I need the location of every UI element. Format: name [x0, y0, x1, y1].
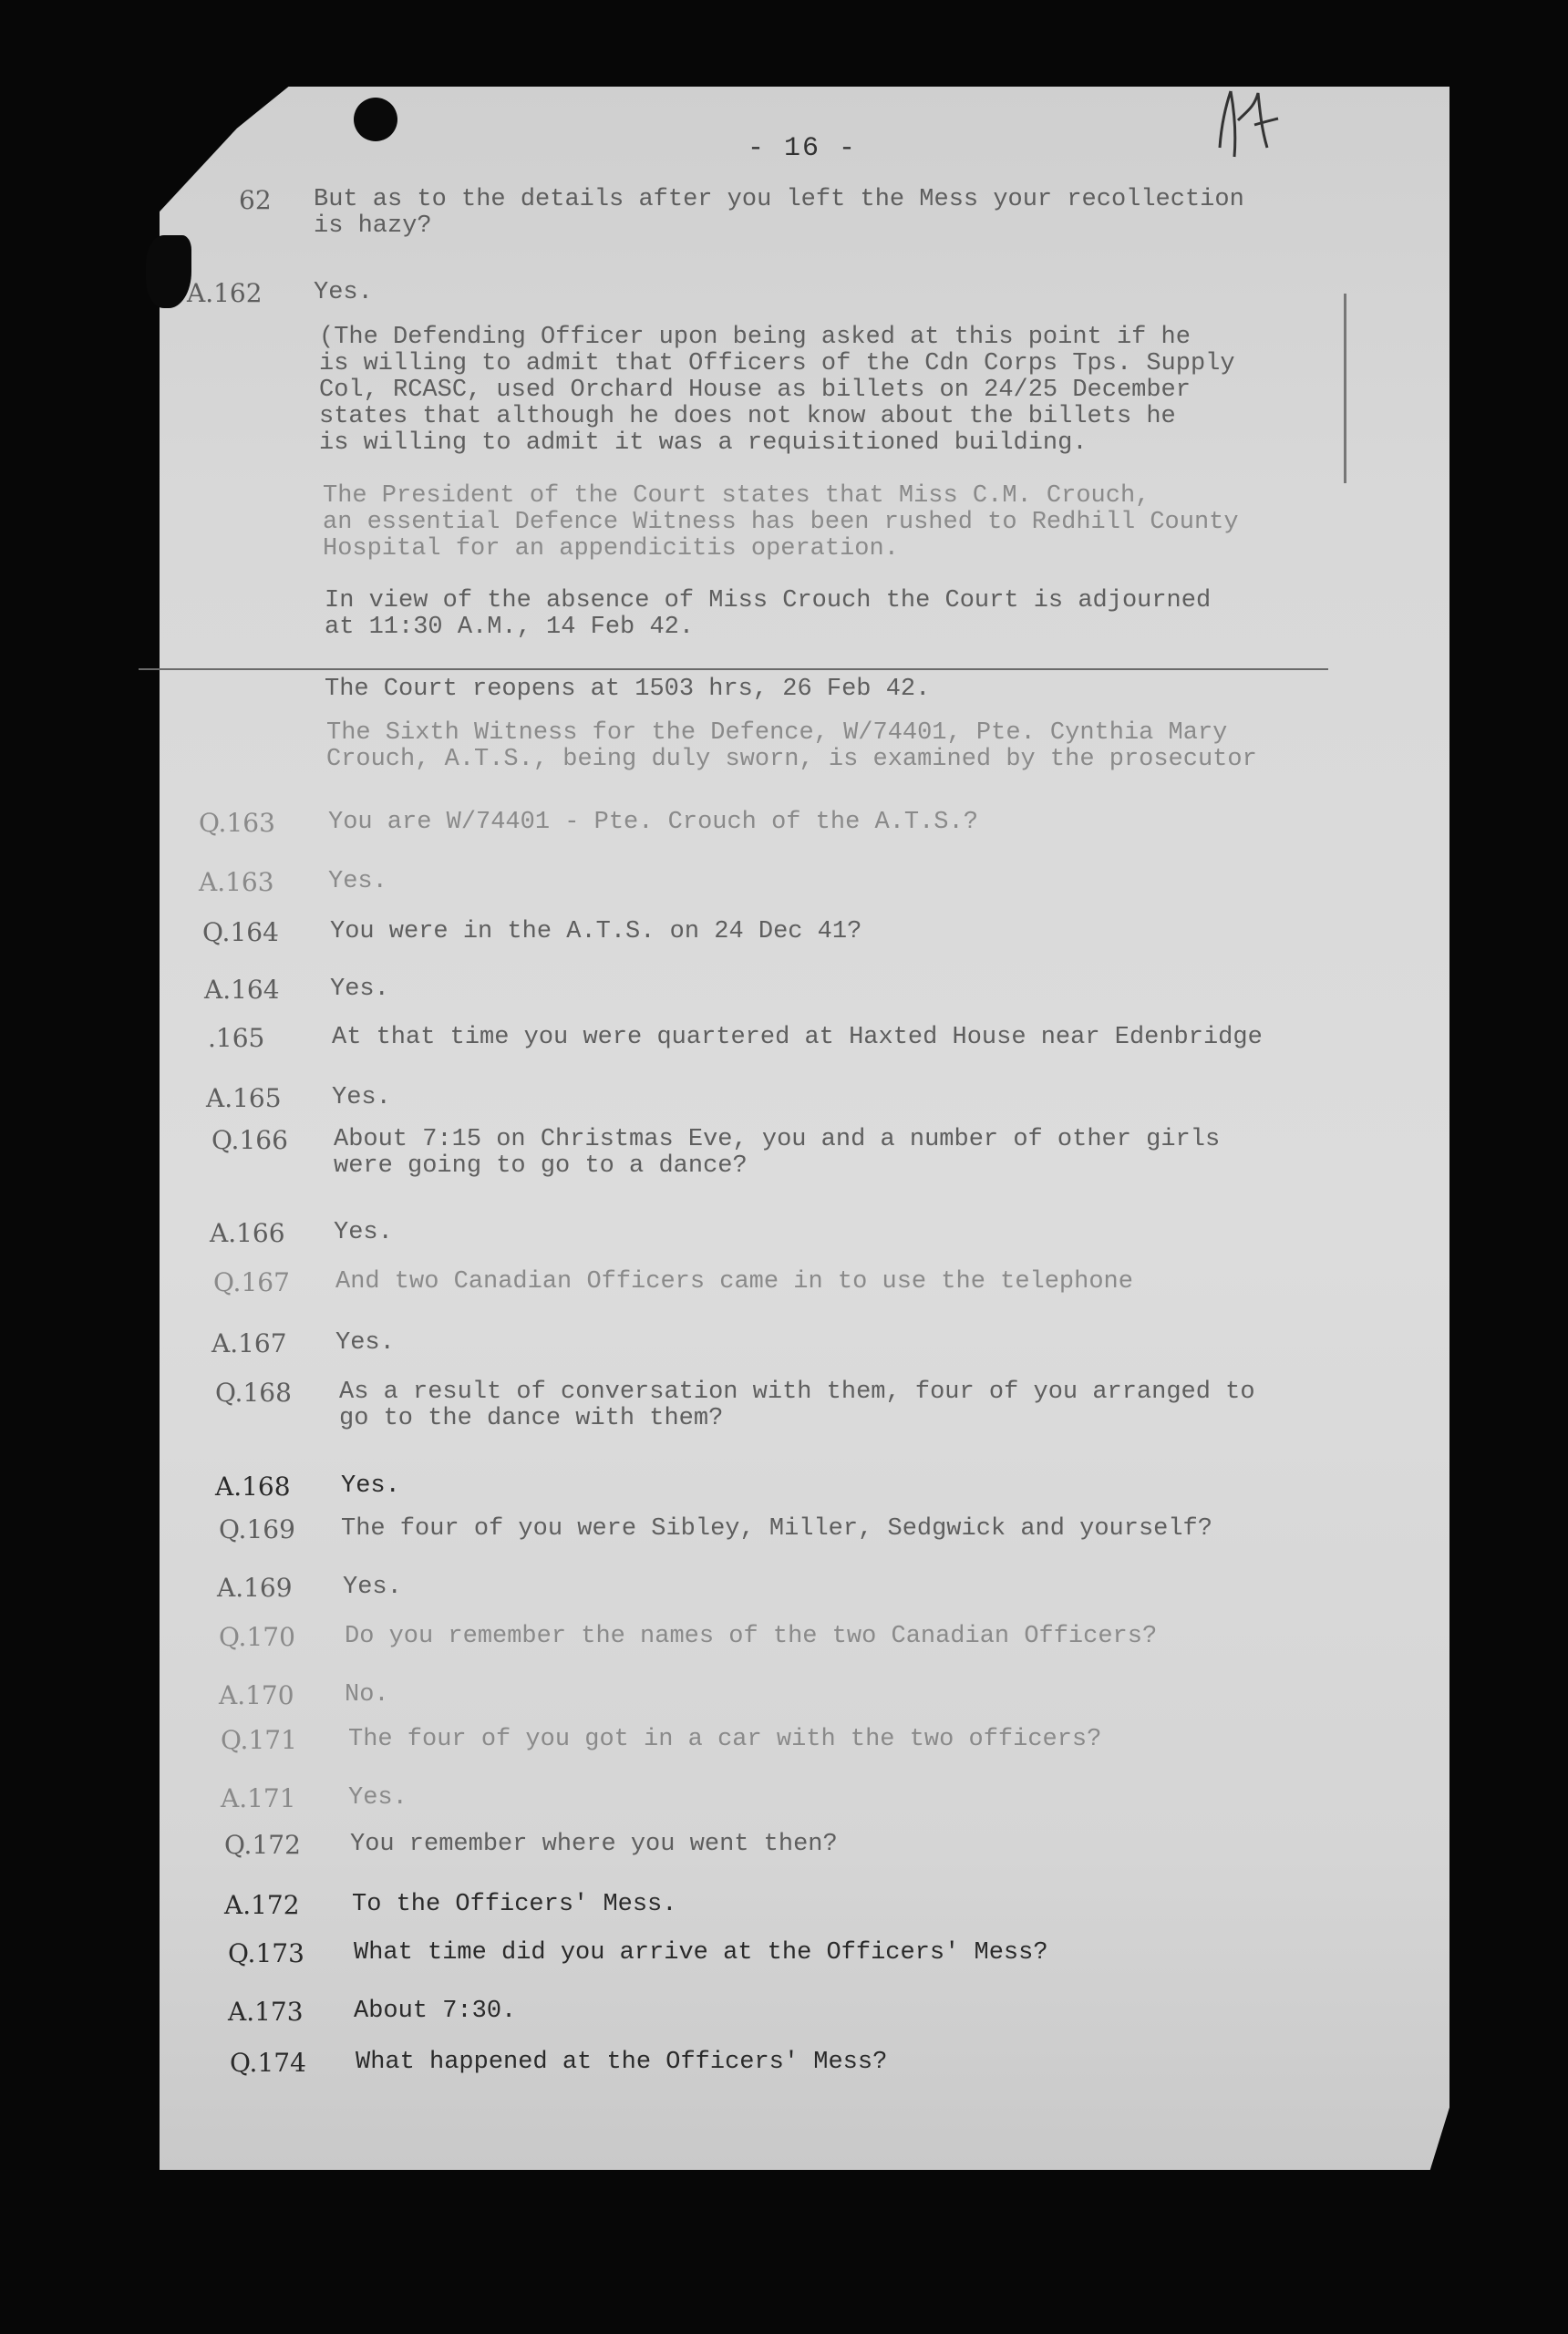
page-number: - 16 - — [748, 133, 858, 164]
entry-text-line: No. — [345, 1681, 389, 1709]
entry-label: A.173 — [228, 1997, 304, 2027]
entry-label: Q.169 — [219, 1514, 295, 1544]
entry-text-line: is willing to admit it was a requisitioned building. — [319, 429, 1088, 457]
entry-text-line: Yes. — [314, 279, 373, 306]
entry-text-line: About 7:30. — [354, 1998, 517, 2025]
entry-text-line: The four of you got in a car with the two officers? — [348, 1726, 1102, 1753]
entry-text-line: What happened at the Officers' Mess? — [356, 2049, 888, 2076]
entry-label: A.163 — [199, 867, 274, 897]
entry-label: A.171 — [221, 1783, 296, 1813]
entry-text-line: At that time you were quartered at Haxted House near Edenbridge — [332, 1024, 1263, 1051]
entry-text-line: The four of you were Sibley, Miller, Sedgwick and yourself? — [341, 1515, 1212, 1543]
entry-text-line: What time did you arrive at the Officers' Mess? — [354, 1939, 1048, 1967]
entry-text-line: is hazy? — [314, 212, 432, 240]
entry-label: Q.171 — [221, 1725, 297, 1755]
entry-label: A.165 — [206, 1083, 282, 1113]
entry-text-line: The Court reopens at 1503 hrs, 26 Feb 42. — [325, 676, 931, 703]
entry-text-line: The Sixth Witness for the Defence, W/74401, Pte. Cynthia Mary — [326, 719, 1228, 747]
entry-text-line: You remember where you went then? — [350, 1831, 838, 1858]
entry-label: A.164 — [204, 975, 280, 1005]
entry-label: Q.168 — [215, 1378, 292, 1408]
entry-text-line: Yes. — [335, 1329, 395, 1357]
entry-text-line: Col, RCASC, used Orchard House as billets on 24/25 December — [319, 377, 1191, 404]
entry-text-line: But as to the details after you left the Mess your recollection — [314, 186, 1244, 213]
entry-label: Q.166 — [211, 1125, 288, 1155]
entry-text-line: Yes. — [343, 1574, 402, 1601]
section-divider — [139, 668, 1328, 670]
entry-text-line: at 11:30 A.M., 14 Feb 42. — [325, 614, 695, 641]
entry-text-line: (The Defending Officer upon being asked at this point if he — [319, 324, 1191, 351]
entry-text-line: About 7:15 on Christmas Eve, you and a number of other girls — [334, 1126, 1221, 1153]
entry-text-line: Crouch, A.T.S., being duly sworn, is examined by the prosecutor — [326, 746, 1257, 773]
entry-label: A.168 — [215, 1472, 291, 1502]
entry-text-line: The President of the Court states that Miss C.M. Crouch, — [323, 482, 1150, 510]
entry-text-line: go to the dance with them? — [339, 1405, 724, 1432]
entry-label: A.170 — [219, 1680, 294, 1710]
punch-hole — [354, 98, 397, 141]
entry-label: Q.163 — [199, 808, 275, 838]
entry-text-line: Yes. — [341, 1472, 400, 1500]
entry-text-line: an essential Defence Witness has been rushed to Redhill County — [323, 509, 1239, 536]
entry-text-line: Do you remember the names of the two Canadian Officers? — [345, 1623, 1158, 1650]
entry-text-line: Yes. — [332, 1084, 391, 1111]
entry-text-line: Yes. — [348, 1784, 407, 1812]
entry-label: Q.173 — [228, 1938, 304, 1968]
entry-text-line: Yes. — [334, 1219, 393, 1246]
entry-label: Q.164 — [202, 917, 279, 947]
torn-edge-mark — [146, 235, 191, 308]
entry-text-line: You were in the A.T.S. on 24 Dec 41? — [330, 918, 862, 945]
entry-text-line: is willing to admit that Officers of the Cdn Corps Tps. Supply — [319, 350, 1235, 377]
entry-text-line: Hospital for an appendicitis operation. — [323, 535, 899, 563]
handwritten-initials — [1211, 84, 1284, 166]
entry-text-line: You are W/74401 - Pte. Crouch of the A.T.S.? — [328, 809, 978, 836]
entry-text-line: were going to go to a dance? — [334, 1152, 748, 1180]
entry-label: Q.172 — [224, 1830, 301, 1860]
entry-label: Q.167 — [213, 1267, 290, 1297]
entry-text-line: states that although he does not know about the billets he — [319, 403, 1176, 430]
entry-text-line: Yes. — [328, 868, 387, 895]
margin-line — [1344, 294, 1346, 483]
entry-label: Q.170 — [219, 1622, 295, 1652]
entry-text-line: And two Canadian Officers came in to use the telephone — [335, 1268, 1133, 1296]
entry-label: A.162 — [187, 278, 263, 308]
entry-label: A.167 — [211, 1328, 287, 1358]
entry-label: Q.174 — [230, 2048, 306, 2078]
entry-label: A.172 — [224, 1890, 300, 1920]
entry-text-line: Yes. — [330, 976, 389, 1003]
entry-label: 62 — [239, 185, 272, 215]
entry-label: A.166 — [210, 1218, 285, 1248]
entry-text-line: In view of the absence of Miss Crouch the Court is adjourned — [325, 587, 1212, 614]
entry-label: .165 — [208, 1023, 265, 1053]
entry-text-line: To the Officers' Mess. — [352, 1891, 677, 1918]
entry-label: A.169 — [217, 1573, 293, 1603]
entry-text-line: As a result of conversation with them, four of you arranged to — [339, 1379, 1255, 1406]
